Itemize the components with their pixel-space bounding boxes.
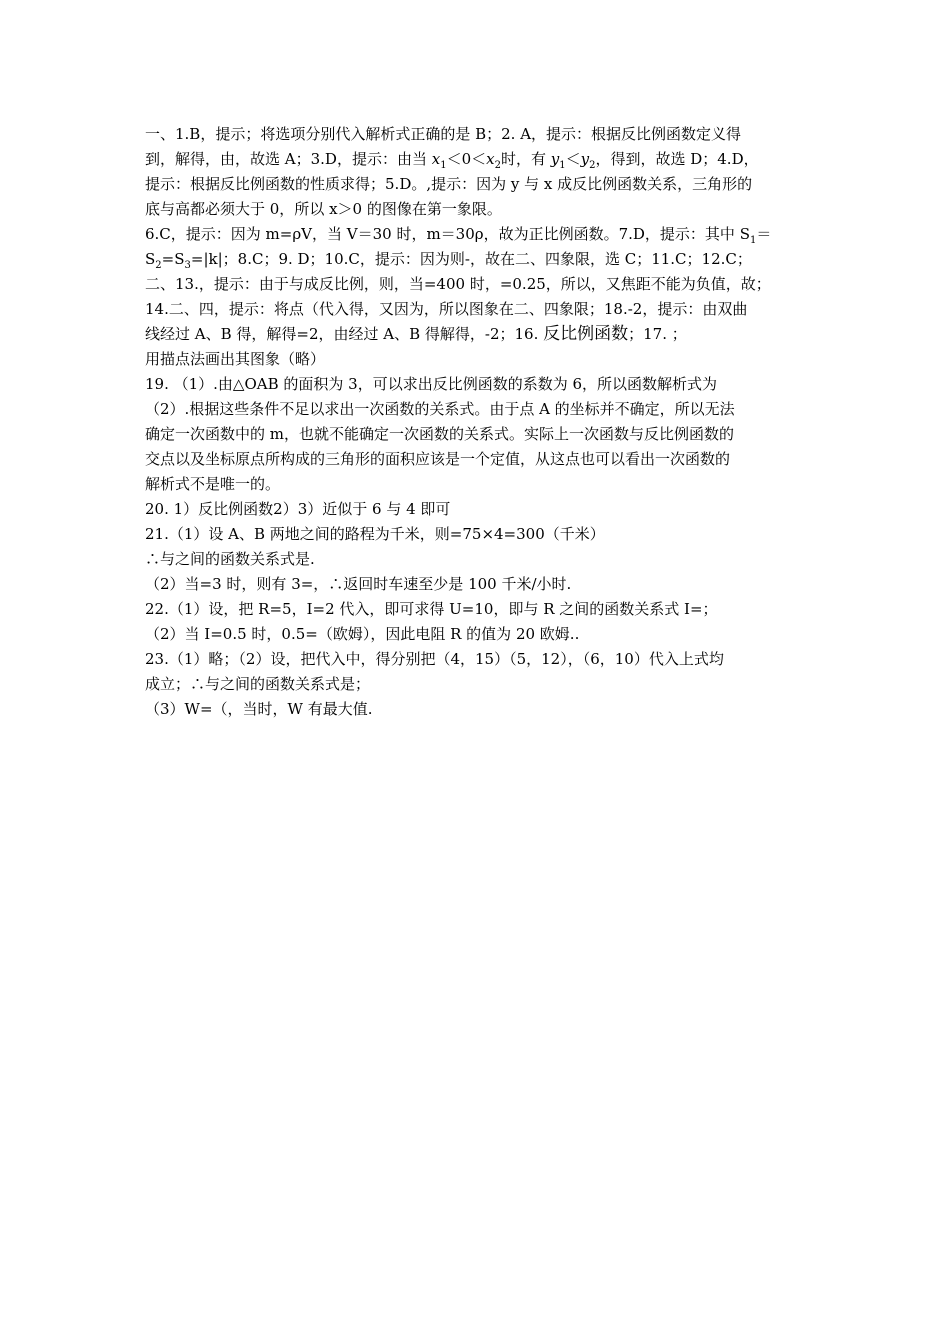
text: （2）.根据这些条件不足以求出一次函数的关系式。由于点 A 的坐标并不确定，所以无法 [145,400,735,418]
answer-line-3 [145,172,810,197]
text: 3）近似于 6 与 4 即可 [297,500,451,518]
text: 底与高都必须大于 0，所以 x＞0 的图像在第一象限。 [145,200,502,218]
text: ＜ [565,150,581,168]
text: 一、1.B，提示；将选项分别代入解析式正确的是 B；2. A，提示：根据反比例函数定义得 [145,125,742,143]
text: ，得到，故选 D；4.D， [595,150,759,168]
text: （3）W=（，当时，W 有最大值. [145,700,373,718]
text: =|k|；8.C；9. D；10.C，提示：因为则-，故在二、四象限，选 C；11.C；12.C； [190,250,752,268]
answer-line-9 [145,322,810,347]
text: 22.（1）设，把 R=5，I=2 代入，即可求得 U=10，即与 R 之间的函数关系式 I=； [145,600,718,618]
text: 二、13.，提示：由于与成反比例，则，当=400 时，=0.25，所以，又焦距不能为负值，故； [145,275,771,293]
subscript: 1 [440,160,447,171]
answer-line-1 [145,122,810,147]
text: 2） [273,500,298,518]
subscript: 2 [494,160,501,171]
answer-line-19 [145,572,810,597]
answer-line-12 [145,397,810,422]
answer-line-2 [145,147,810,172]
answer-document [145,122,810,722]
emphasis-text: 反比例函数 [543,324,629,344]
var-x: x [486,150,495,168]
answer-line-14 [145,447,810,472]
answer-line-23 [145,672,810,697]
text: 用描点法画出其图象（略） [145,350,326,368]
answer-line-15 [145,472,810,497]
answer-line-18 [145,547,810,572]
answer-line-7 [145,272,810,297]
answer-line-6 [145,247,810,272]
text: 20. 1）反比例函数 [145,500,274,518]
answer-line-22 [145,647,810,672]
subscript: 1 [749,235,757,246]
subscript: 2 [589,160,596,171]
text: ＜0＜ [446,150,487,168]
var-x: x [431,150,441,168]
text: （2）当 I=0.5 时，0.5=（欧姆），因此电阻 R 的值为 20 欧姆.. [145,625,580,643]
subscript: 2 [155,260,162,271]
text: 成立；∴与之间的函数关系式是； [145,675,371,693]
answer-line-10 [145,347,810,372]
answer-line-17 [145,522,810,547]
text: 确定一次函数中的 m，也就不能确定一次函数的关系式。实际上一次函数与反比例函数的 [145,425,734,443]
answer-line-16 [145,497,810,522]
text: ；17. ； [628,325,687,343]
answer-line-8 [145,297,810,322]
text: 23.（1）略；（2）设，把代入中，得分别把（4，15）（5，12），（6，10）代入上式均 [145,650,724,668]
text: 解析式不是唯一的。 [145,475,281,493]
subscript: 3 [184,260,191,271]
answer-line-4 [145,197,810,222]
text: 到，解得，由，故选 A；3.D，提示：由当 [145,150,432,168]
text: 14.二、四，提示：将点（代入得，又因为，所以图象在二、四象限；18.-2，提示：由双曲 [145,300,748,318]
text: S [145,250,156,268]
answer-line-13 [145,422,810,447]
subscript: 1 [559,160,566,171]
text: 线经过 A、B 得，解得=2，由经过 A、B 得解得，-2；16. [145,325,544,343]
text: 交点以及坐标原点所构成的三角形的面积应该是一个定值，从这点也可以看出一次函数的 [145,450,731,468]
text: =S [161,250,185,268]
answer-line-24 [145,697,810,722]
answer-line-11 [145,372,810,397]
text: 提示：根据反比例函数的性质求得；5.D。,提示：因为 y 与 x 成反比例函数关系，三角形的 [145,175,753,193]
var-y: y [550,150,560,168]
var-y: y [580,150,590,168]
text: （2）当=3 时，则有 3=，∴返回时车速至少是 100 千米/小时. [145,575,572,593]
text: ∴与之间的函数关系式是. [145,550,315,568]
text: 6.C，提示：因为 m=ρV，当 V＝30 时，m＝30ρ，故为正比例函数。7.D，提示：其中 S [145,225,750,243]
text: 19. （1）.由△OAB 的面积为 3，可以求出反比例函数的系数为 6，所以函数解析式为 [145,375,718,393]
answer-line-5 [145,222,810,247]
text: 21.（1）设 A、B 两地之间的路程为千米，则=75×4=300（千米） [145,525,605,543]
text: 时，有 [500,150,551,168]
answer-line-20 [145,597,810,622]
text: ＝ [756,225,772,243]
answer-line-21 [145,622,810,647]
